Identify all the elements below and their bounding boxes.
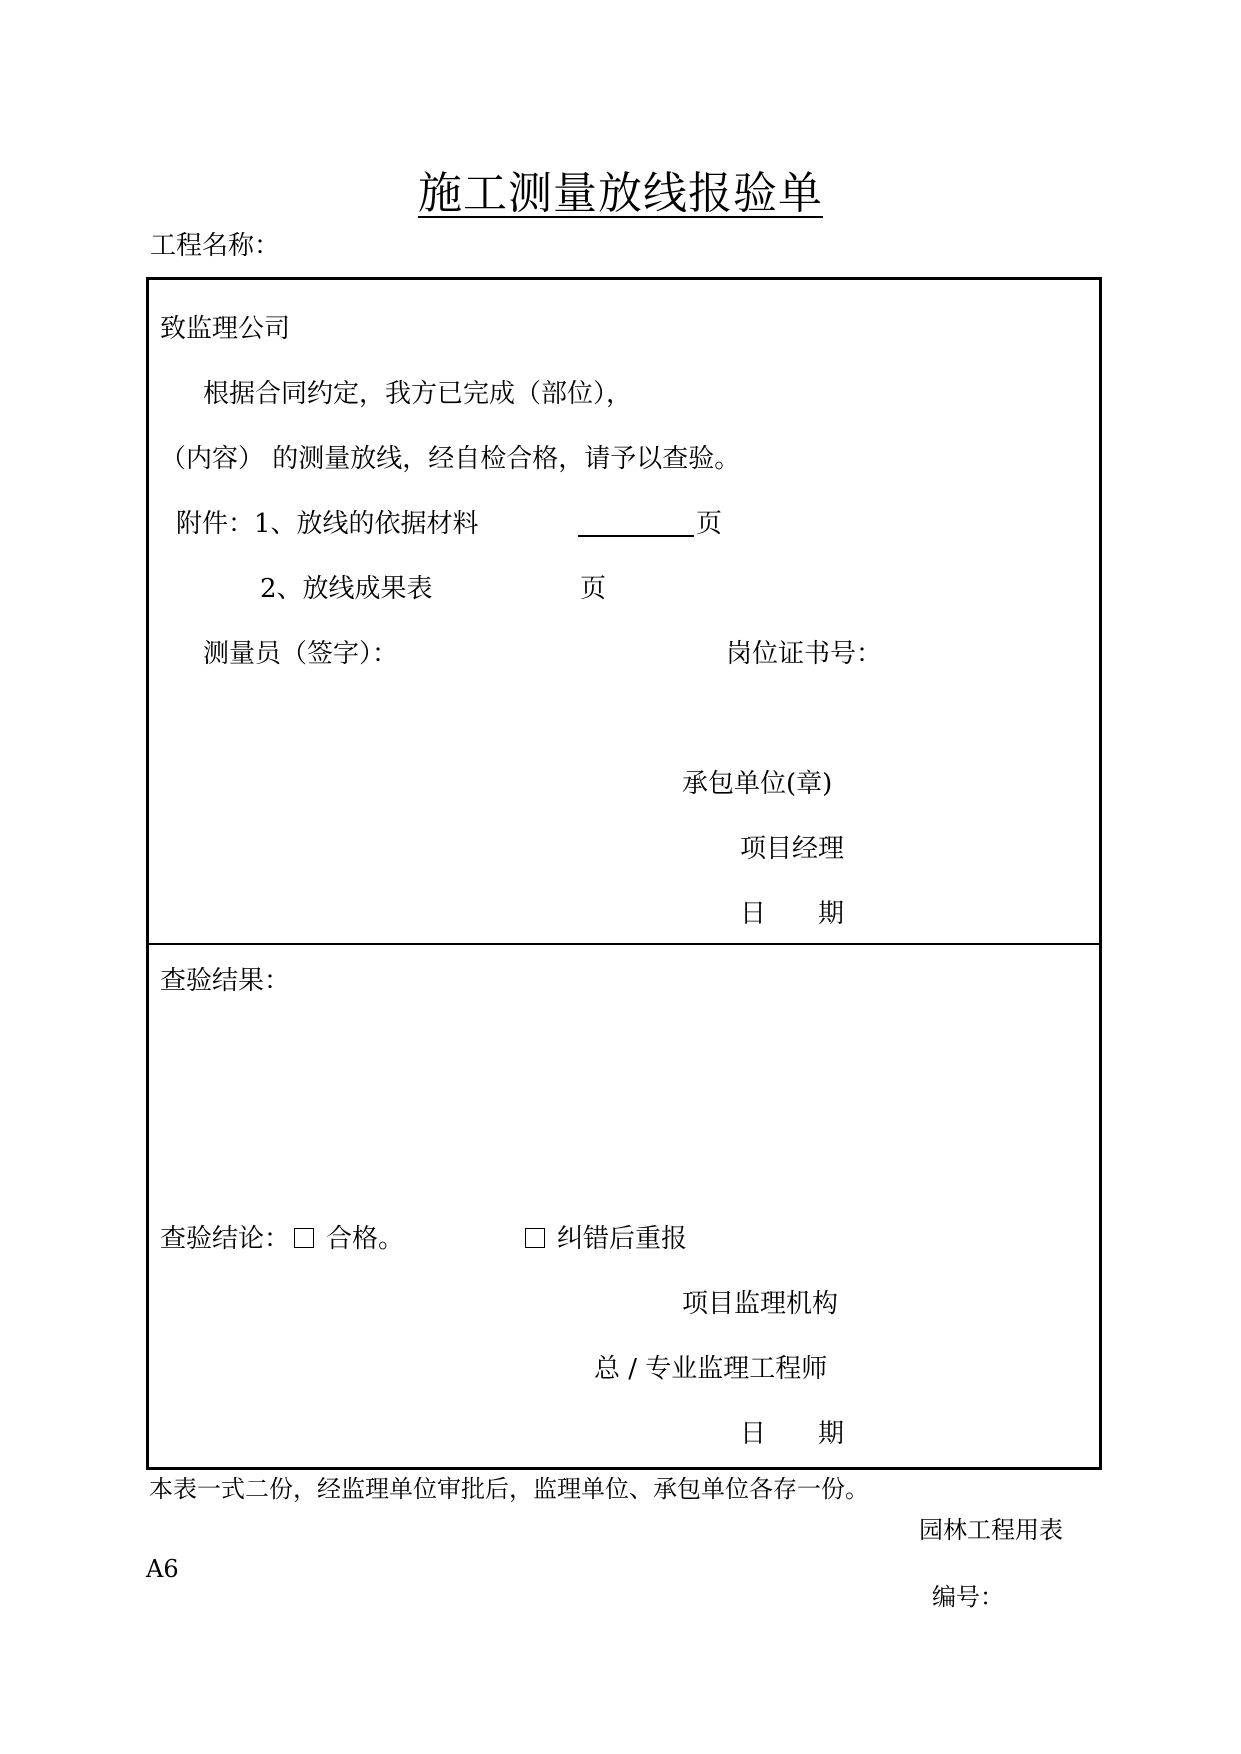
cert-number-label: 岗位证书号： bbox=[726, 639, 883, 669]
resubmit-checkbox[interactable] bbox=[525, 1228, 545, 1248]
project-manager-label: 项目经理 bbox=[740, 834, 845, 864]
form-title-wrap bbox=[0, 157, 1241, 221]
form-code: A6 bbox=[146, 1555, 179, 1583]
inspection-conclusion bbox=[160, 1226, 404, 1252]
conclusion-label: 查验结论： bbox=[160, 1224, 291, 1254]
footer-note: 本表一式二份，经监理单位审批后，监理单位、承包单位各存一份。 bbox=[149, 1475, 869, 1503]
project-name-label: 工程名称： bbox=[150, 231, 281, 261]
attachment-1-pages bbox=[578, 511, 722, 537]
attachment-2-label: 2、放线成果表 bbox=[260, 574, 433, 604]
attachment-1-unit: 页 bbox=[696, 509, 723, 539]
usage-label: 园林工程用表 bbox=[919, 1516, 1063, 1544]
section-divider bbox=[147, 943, 1101, 945]
inspection-date-label: 日 期 bbox=[740, 1419, 845, 1449]
attachment-2-unit: 页 bbox=[580, 574, 607, 604]
supervision-engineer-label: 总 / 专业监理工程师 bbox=[594, 1354, 828, 1384]
attachment-1-label: 附件：1、放线的依据材料 bbox=[176, 509, 479, 539]
addressee: 致监理公司 bbox=[160, 314, 291, 344]
inspection-result-label: 查验结果： bbox=[160, 966, 291, 996]
request-line-1: 根据合同约定，我方已完成（部位）， bbox=[203, 379, 633, 409]
pass-option-label: 合格。 bbox=[326, 1224, 405, 1254]
resubmit-option bbox=[521, 1226, 687, 1252]
pass-checkbox[interactable] bbox=[294, 1228, 314, 1248]
form-title: 施工测量放线报验单 bbox=[418, 168, 823, 219]
number-label: 编号： bbox=[932, 1583, 1004, 1611]
supervision-org-label: 项目监理机构 bbox=[682, 1289, 839, 1319]
surveyor-signature-label: 测量员（签字）： bbox=[203, 639, 399, 669]
request-date-label: 日 期 bbox=[740, 899, 845, 929]
request-line-2: （内容） 的测量放线，经自检合格，请予以查验。 bbox=[160, 444, 741, 474]
attachment-1-blank[interactable] bbox=[578, 511, 694, 537]
resubmit-option-label: 纠错后重报 bbox=[557, 1224, 688, 1254]
contractor-seal-label: 承包单位(章) bbox=[682, 769, 833, 799]
